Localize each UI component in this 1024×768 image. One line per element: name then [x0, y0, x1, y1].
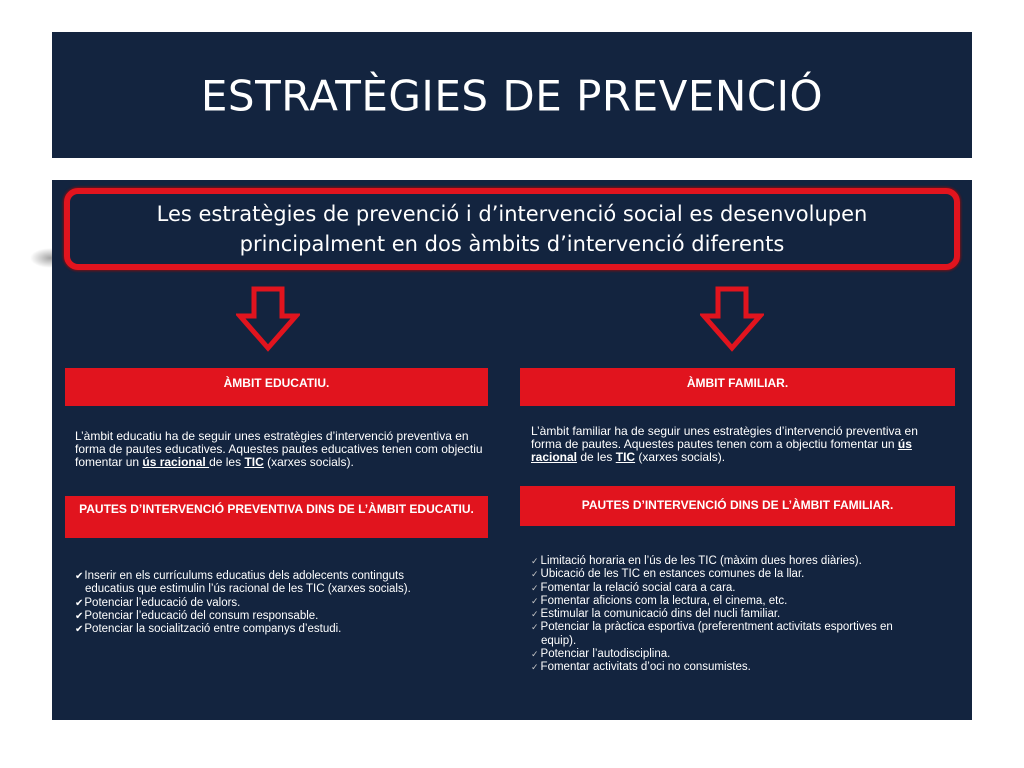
educatiu-text-part2: de les: [209, 455, 245, 469]
list-item-text: Fomentar la relació social cara a cara.: [540, 581, 736, 594]
familiar-text-part3: (xarxes socials).: [635, 450, 726, 464]
educatiu-tic: TIC: [244, 455, 264, 469]
ambit-familiar-header: [520, 368, 955, 406]
list-item-text: Potenciar la socialització entre companys d’estudi.: [84, 623, 342, 636]
list-item: [531, 568, 951, 581]
list-item: [531, 582, 951, 595]
bullet-icon: ✓: [531, 595, 539, 606]
list-item: [531, 635, 951, 648]
educatiu-text-part1: L’àmbit educatiu ha de seguir unes estratègies d’intervenció preventiva en forma de pautes educatives. Aquestes pautes educatives tenen com objectiu fomentar un: [75, 429, 483, 469]
ambit-familiar-text: [531, 425, 946, 464]
list-item-text: equip).: [541, 634, 577, 647]
list-item-text: educatius que estimulin l’ús racional de les TIC (xarxes socials).: [85, 583, 411, 596]
list-item-text: Potenciar l’educació de valors.: [84, 596, 241, 609]
list-item: [75, 597, 495, 610]
familiar-text-part1: L’àmbit familiar ha de seguir unes estratègies d’intervenció preventiva en forma de pautes. Aquestes pautes tenen com a objectiu fomentar un: [531, 424, 918, 451]
list-item: [531, 608, 951, 621]
bullet-icon: ✓: [531, 662, 539, 673]
title-bar: [52, 32, 972, 158]
intro-box: [64, 188, 960, 270]
list-item: [75, 583, 495, 596]
educatiu-text-part3: (xarxes socials).: [263, 455, 354, 469]
familiar-tic: TIC: [615, 450, 636, 464]
bullet-icon: ✓: [531, 582, 539, 593]
list-item-text: Fomentar aficions com la lectura, el cinema, etc.: [540, 594, 788, 607]
list-item: [75, 623, 495, 636]
ambit-educatiu-header-label: ÀMBIT EDUCATIU.: [223, 376, 330, 390]
bullet-icon: ✓: [531, 649, 539, 660]
ambit-familiar-header-label: ÀMBIT FAMILIAR.: [686, 376, 789, 390]
list-item-text: Potenciar la pràctica esportiva (preferentment activitats esportives en: [540, 621, 893, 634]
ambit-educatiu-header: [65, 368, 488, 406]
checkmark-icon: ✔: [75, 624, 84, 636]
list-item-text: Estimular la comunicació dins del nucli familiar.: [540, 608, 781, 621]
list-item-text: Ubicació de les TIC en estances comunes de la llar.: [540, 568, 805, 581]
pautes-familiar-list: [531, 555, 951, 675]
intro-text: Les estratègies de prevenció i d’intervenció social es desenvolupen principalment en dos àmbits d’intervenció diferents: [156, 202, 868, 256]
list-item: [531, 661, 951, 674]
list-item: [75, 610, 495, 623]
down-arrow-icon-right: [700, 286, 764, 352]
list-item-text: Limitació horaria en l’ús de les TIC (màxim dues hores diàries).: [540, 555, 862, 567]
list-item: [531, 648, 951, 661]
list-item: [75, 570, 495, 583]
checkmark-icon: ✔: [75, 571, 84, 582]
pautes-educatiu-header: [65, 496, 488, 538]
bullet-icon: ✓: [531, 569, 539, 580]
list-item-text: Fomentar activitats d’oci no consumistes.: [540, 661, 751, 674]
bullet-icon: ✓: [531, 609, 539, 620]
pautes-familiar-header-label: PAUTES D’INTERVENCIÓ DINS DE L’ÀMBIT FAMILIAR.: [581, 498, 894, 512]
list-item: [531, 555, 951, 568]
bullet-icon: ✓: [531, 556, 539, 566]
bullet-icon: ✓: [531, 622, 539, 633]
checkmark-icon: ✔: [75, 610, 84, 622]
ambit-educatiu-text: [75, 430, 485, 469]
pautes-educatiu-header-label: PAUTES D’INTERVENCIÓ PREVENTIVA DINS DE L’ÀMBIT EDUCATIU.: [79, 502, 474, 516]
down-arrow-icon-left: [236, 286, 300, 352]
list-item-text: Inserir en els currículums educatius dels adolecents continguts: [84, 570, 404, 582]
list-item-text: Potenciar l’autodisciplina.: [540, 648, 671, 661]
page-title: ESTRATÈGIES DE PREVENCIÓ: [200, 71, 824, 121]
list-item-text: Potenciar l’educació del consum responsable.: [84, 609, 319, 622]
list-item: [531, 621, 951, 634]
familiar-text-part2: de les: [577, 450, 616, 464]
pautes-educatiu-list: [75, 570, 495, 636]
educatiu-us-racional: ús racional: [142, 455, 210, 469]
familiar-us-racional: ús racional: [531, 437, 912, 464]
pautes-familiar-header: [520, 486, 955, 526]
checkmark-icon: ✔: [75, 597, 84, 609]
list-item: [531, 595, 951, 608]
